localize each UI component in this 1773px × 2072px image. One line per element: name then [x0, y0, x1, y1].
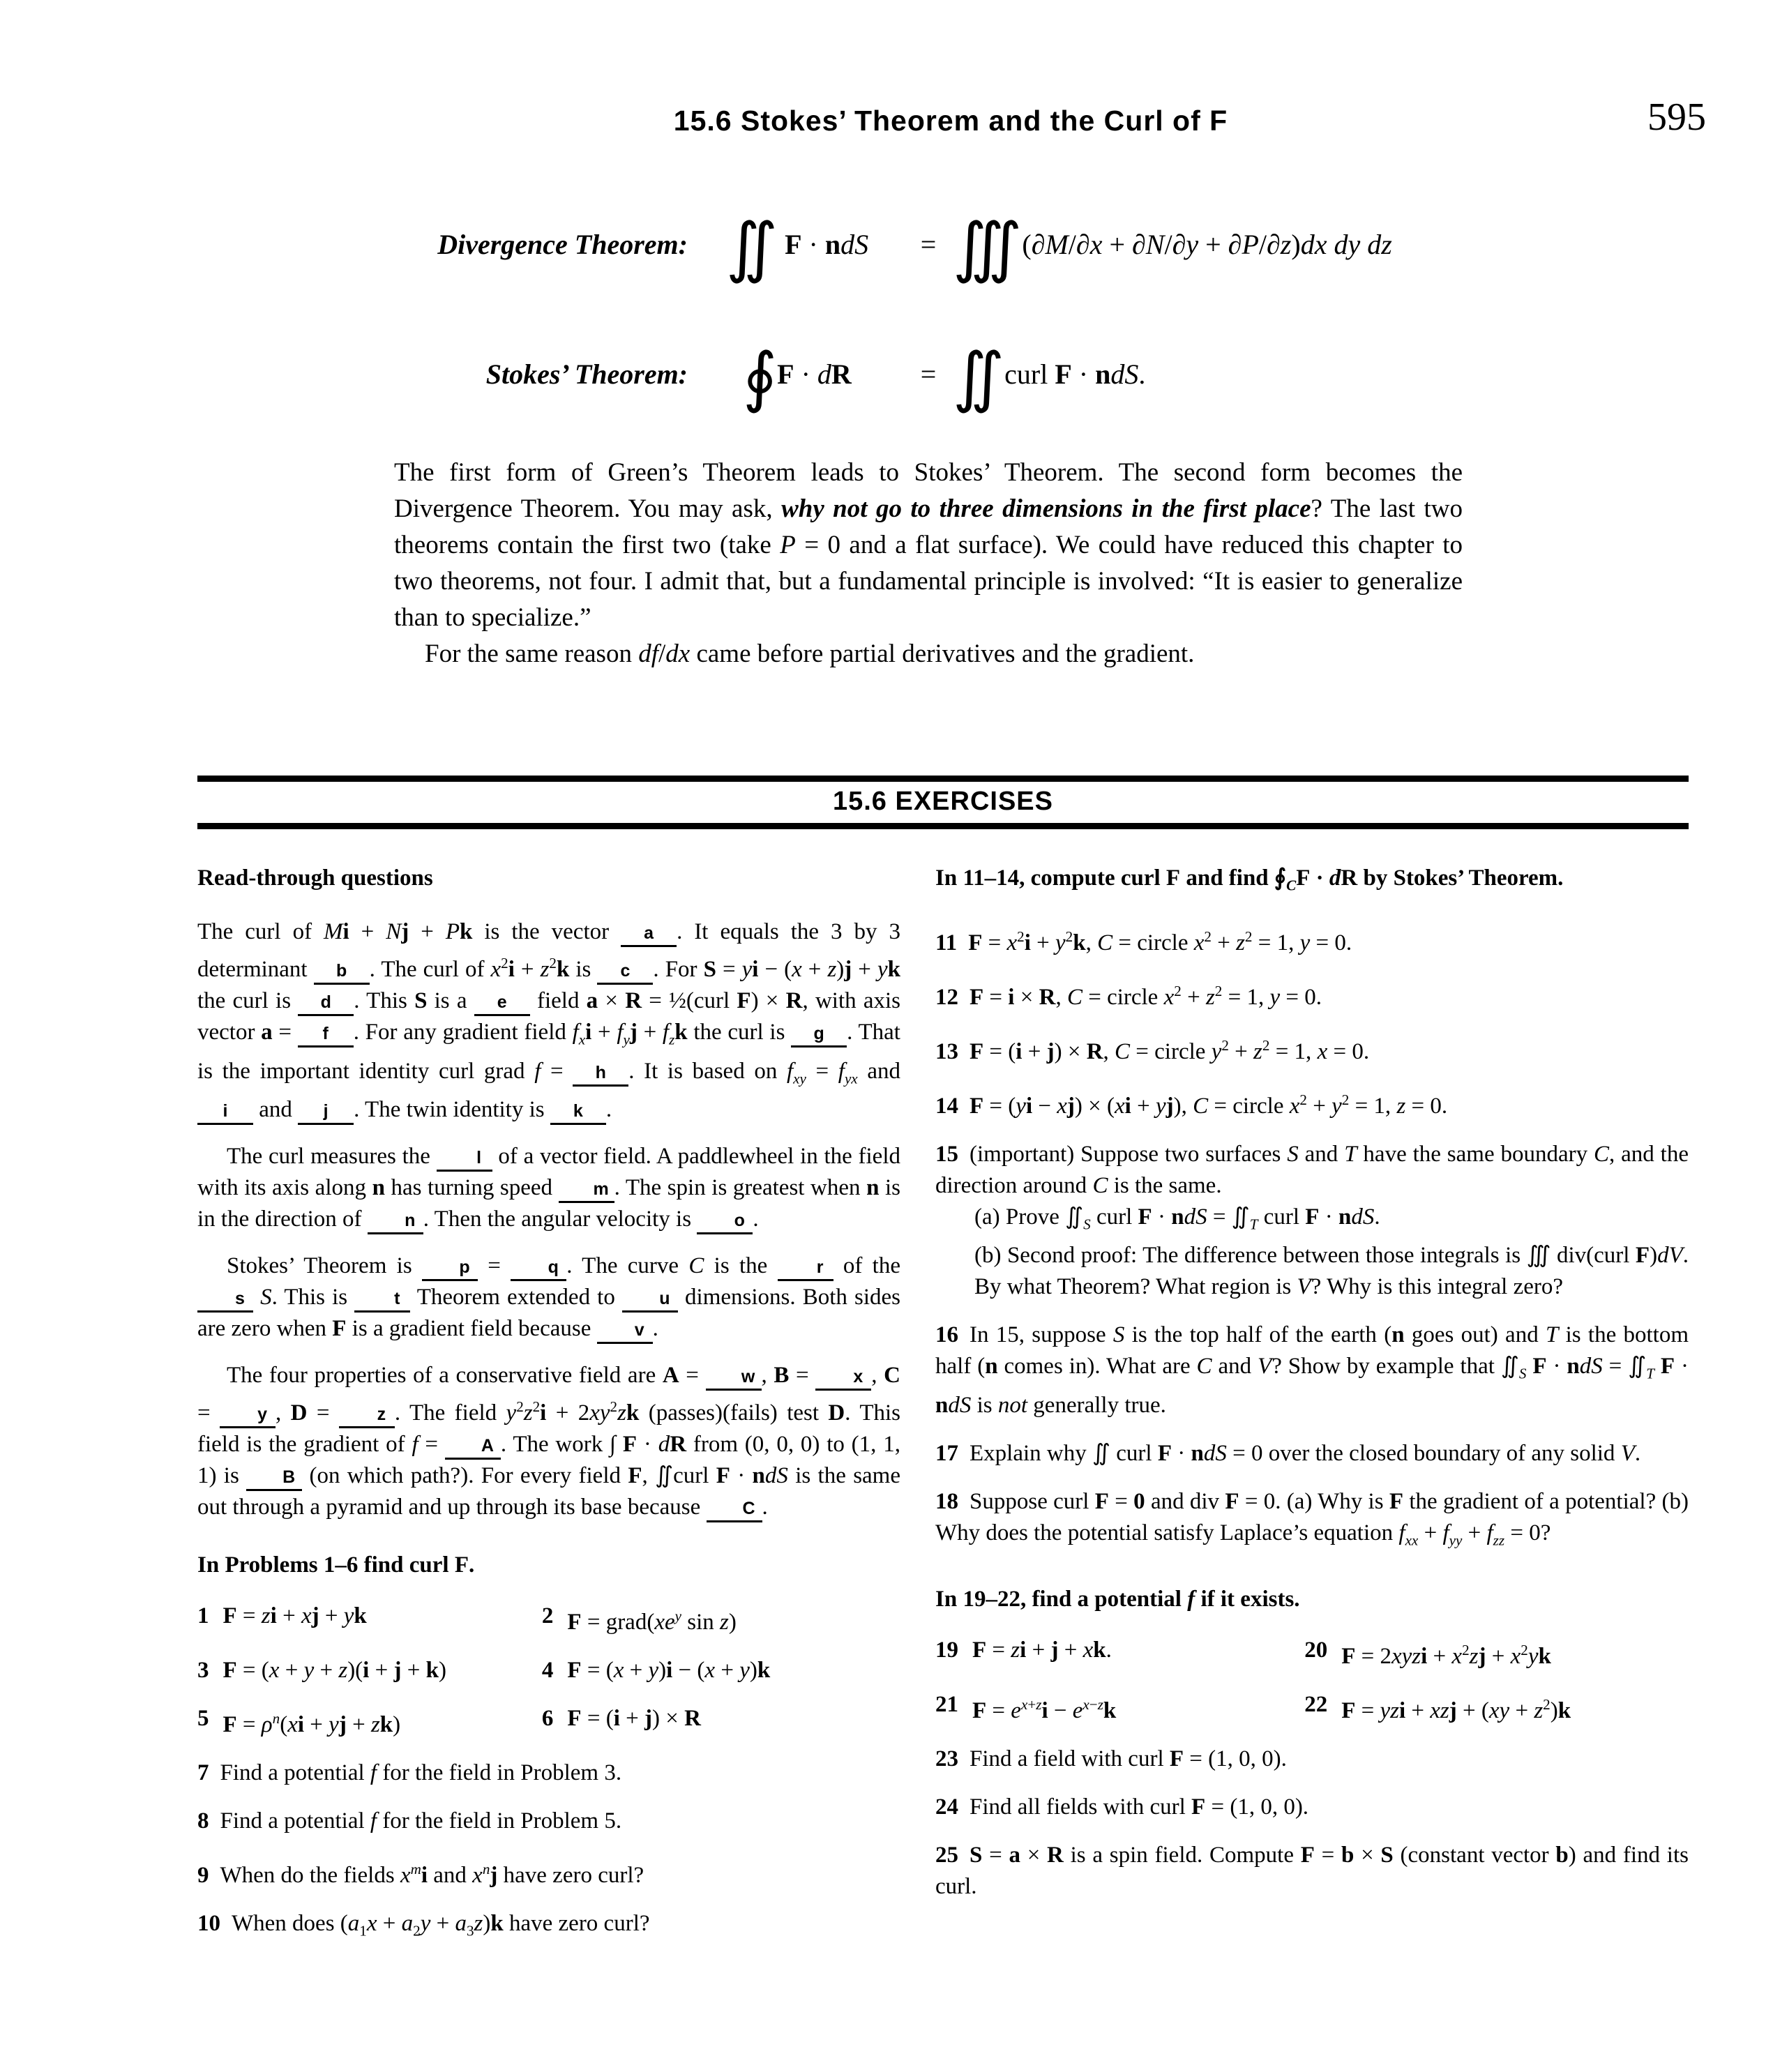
- problem-text: F = (yi − xj) × (xi + yj), C = circle $x^2 + y^2 = 1$, z = 0.: [970, 1091, 1448, 1119]
- exercises-header: [197, 776, 1689, 829]
- exercises-title: 15.6 EXERCISES: [832, 787, 1054, 816]
- problem-row: [935, 1689, 1689, 1727]
- problem-18: [935, 1486, 1689, 1557]
- problem-23: [935, 1744, 1689, 1775]
- stokes-theorem-equation: [230, 325, 1773, 423]
- problem-text: F = zi + j + xk.: [972, 1638, 1112, 1663]
- problem-number: 11: [935, 930, 958, 955]
- problems-19-22-grid: [935, 1635, 1689, 1727]
- read-through-heading: Read-through questions: [197, 865, 433, 891]
- problem-number: 21: [935, 1692, 958, 1718]
- problem-number: 15: [935, 1141, 958, 1167]
- problems-1-6-grid: [197, 1601, 900, 1741]
- intro-text: [394, 455, 1463, 672]
- problem-text: When do the fields $x^mi$ and $x^nj$ have zero curl?: [220, 1861, 644, 1889]
- equals-sign: =: [920, 228, 937, 260]
- problem-number: 14: [935, 1093, 958, 1119]
- problem-row: [935, 1635, 1689, 1672]
- problem-text: $F = grad(xe^y$ sin z): [567, 1608, 737, 1635]
- problems-11-14-heading: In 11–14, compute curl F and find $∮_CF$ · dR by Stokes’ Theorem.: [935, 865, 1564, 894]
- problem-number: 2: [541, 1603, 554, 1629]
- problem-text: Find a field with curl F = (1, 0, 0).: [970, 1746, 1287, 1772]
- bottom-rule: [197, 823, 1689, 829]
- problem-text: $F = e^{x+z}i - e^{x-z}k$: [972, 1696, 1117, 1724]
- section-header-title: 15.6 Stokes’ Theorem and the Curl of F: [673, 105, 1228, 137]
- problem-text: (important) Suppose two surfaces S and T have the same boundary C, and the direction around C is the same. (a) Prove $∬_S$ curl F · ndS = $∬_T$ curl F · ndS. (b) Second proof: The difference between those integrals is ∭ div(curl F)dV. By what Theorem? What region is V? Why is this integral zero?: [935, 1142, 1689, 1303]
- problem-15a: (a) Prove $∬_S$ curl F · ndS = $∬_T$ curl F · ndS.: [974, 1204, 1380, 1233]
- problem-number: 18: [935, 1488, 958, 1514]
- problem-number: 4: [541, 1658, 554, 1684]
- problem-text: F = (x + y)i − (x + y)k: [567, 1658, 771, 1684]
- problem-2: [542, 1601, 900, 1638]
- equation-lhs: ∮F · dR: [743, 341, 852, 414]
- problem-number: 17: [935, 1440, 958, 1466]
- triple-integral-sign: ∭: [953, 211, 1023, 285]
- problem-number: 23: [935, 1746, 958, 1772]
- problem-7: [197, 1757, 900, 1789]
- problem-number: 25: [935, 1843, 958, 1868]
- equation-rhs: ∭(∂M/∂x + ∂N/∂y + ∂P/∂z)dx dy dz: [953, 211, 1392, 285]
- double-integral-sign: ∬: [725, 211, 778, 285]
- problem-4: [542, 1655, 900, 1686]
- problem-text: F = yzi + xzj + $(xy + z^2)k$: [1341, 1696, 1571, 1724]
- problem-number: 9: [197, 1863, 209, 1889]
- page-number: 595: [1647, 96, 1706, 139]
- problem-text: F = (i + j) × R: [567, 1706, 701, 1732]
- problem-text: F = zi + xj + yk: [222, 1603, 367, 1629]
- problem-text: F = i × R, C = circle $x^2 + z^2 = 1$, y = 0.: [970, 982, 1322, 1010]
- equation-lhs: ∬ F · ndS: [725, 211, 869, 285]
- problem-number: 16: [935, 1322, 958, 1348]
- problem-text: Explain why ∬ curl F · ndS = 0 over the closed boundary of any solid V.: [970, 1440, 1641, 1466]
- page-header: [0, 0, 1773, 146]
- problem-text: $F = x^2i + y^2k$, C = circle $x^2 + z^2 = 1$, y = 0.: [968, 928, 1352, 955]
- problem-15b: (b) Second proof: The difference between those integrals is ∭ div(curl F)dV. By what Theorem? What region is V? Why is this integral zero?: [974, 1243, 1689, 1300]
- problem-25: [935, 1840, 1689, 1903]
- problem-22: [1304, 1689, 1689, 1727]
- read-through-paragraph-4: The four properties of a conservative field are A = w , B = x , C = y , D = z . The field $y^2z^2i + 2xy^2zk$ (passes)(fails) test D. This field is the gradient of f = A . The work ∫ F · dR from (0, 0, 0) to (1, 1, 1) is B (on which path?). For every field F, ∬curl F · ndS is the same out through a pyramid and up through its base because C .: [197, 1360, 900, 1523]
- problem-number: 6: [541, 1706, 554, 1732]
- problem-11: [935, 921, 1689, 959]
- problem-text: In 15, suppose S is the top half of the earth (n goes out) and T is the bottom half (n comes in). What are C and V? Show by example that $∬_S$ F · ndS = $∬_T$ F · ndS is not generally true.: [935, 1322, 1689, 1418]
- problem-6: [542, 1703, 900, 1741]
- problem-number: 24: [935, 1794, 958, 1820]
- problem-14: [935, 1084, 1689, 1122]
- problem-number: 13: [935, 1038, 958, 1064]
- problem-9: [197, 1854, 900, 1891]
- problem-row: [197, 1601, 900, 1638]
- problem-text: When does $(a_1x + a_2y + a_3z)k$ have zero curl?: [232, 1911, 650, 1939]
- problem-12: [935, 976, 1689, 1013]
- problem-text: Find a potential f for the field in Problem 3.: [220, 1760, 622, 1786]
- read-through-paragraph-2: The curl measures the l of a vector field. A paddlewheel in the field with its axis along n has turning speed m . The spin is greatest when n is in the direction of n . Then the angular velocity is o .: [197, 1141, 900, 1235]
- equation-label: Divergence Theorem:: [437, 228, 688, 260]
- equals-sign: =: [920, 358, 937, 390]
- problem-number: 12: [935, 984, 958, 1010]
- equation-rhs: ∬curl F · ndS.: [953, 341, 1146, 414]
- problem-24: [935, 1792, 1689, 1823]
- problem-text: S = a × R is a spin field. Compute F = b × S (constant vector b) and find its curl.: [935, 1843, 1689, 1900]
- problem-number: 10: [197, 1911, 220, 1937]
- problem-row: [197, 1655, 900, 1686]
- problem-number: 20: [1304, 1638, 1328, 1663]
- read-through-paragraph-3: Stokes’ Theorem is p = q . The curve C is the r of the s S. This is t Theorem extended to u dimensions. Both sides are zero when F is a gradient field because v .: [197, 1250, 900, 1345]
- problem-number: 7: [197, 1760, 209, 1786]
- problem-20: [1304, 1635, 1689, 1672]
- problem-text: F = 2xyzi + $x^2zj + x^2yk$: [1341, 1642, 1551, 1670]
- problem-row: [197, 1703, 900, 1741]
- right-column: [935, 863, 1689, 1964]
- problem-text: F = (x + y + z)(i + j + k): [222, 1658, 446, 1684]
- problem-text: Find a potential f for the field in Problem 5.: [220, 1808, 622, 1834]
- problem-5: [197, 1703, 542, 1741]
- problem-3: [197, 1655, 542, 1686]
- problem-19: [935, 1635, 1304, 1672]
- problem-number: 3: [197, 1658, 209, 1684]
- problems-19-22-heading: In 19–22, find a potential f if it exists.: [935, 1587, 1300, 1612]
- problem-number: 8: [197, 1808, 209, 1834]
- problem-15: [935, 1139, 1689, 1303]
- problem-number: 19: [935, 1638, 958, 1663]
- problems-1-6-heading: In Problems 1–6 find curl F.: [197, 1552, 475, 1578]
- equation-label: Stokes’ Theorem:: [485, 358, 688, 390]
- read-through-paragraph-1: The curl of Mi + Nj + Pk is the vector a . It equals the 3 by 3 determinant b . The curl of $x^2i + z^2k$ is c . For S = yi − (x + z)j + yk the curl is d . This S is a e field a × R = ½(curl F) × R, with axis vector a = f . For any gradient field $f_xi + f_yj + f_zk$ the curl is g . That is the important identity curl grad f = h . It is based on $f_{xy} = f_{yx}$ and i and j . The twin identity is k .: [197, 916, 900, 1126]
- problem-text: Suppose curl F = 0 and div F = 0. (a) Why is F the gradient of a potential? (b) Why does the potential satisfy Laplace’s equation $f_{xx} + f_{yy} + f_{zz} = 0$?: [935, 1488, 1689, 1549]
- problem-13: [935, 1030, 1689, 1068]
- problem-number: 5: [197, 1706, 209, 1732]
- problem-21: [935, 1689, 1304, 1727]
- left-column: [197, 863, 900, 1964]
- intro-paragraph-1: The first form of Green’s Theorem leads to Stokes’ Theorem. The second form becomes the Divergence Theorem. You may ask, why not go to three dimensions in the first place? The last two theorems contain the first two (take P = 0 and a flat surface). We could have reduced this chapter to two theorems, not four. I admit that, but a fundamental principle is involved: “It is easier to generalize than to specialize.”: [394, 458, 1463, 632]
- double-integral-sign: ∬: [953, 341, 1005, 414]
- top-rule: [197, 776, 1689, 782]
- problem-17: [935, 1438, 1689, 1469]
- exercise-columns: [197, 863, 1689, 1964]
- problem-16: [935, 1319, 1689, 1421]
- problem-8: [197, 1806, 900, 1837]
- problem-1: [197, 1601, 542, 1638]
- problem-text: $F = \rho^n(xi$ + yj + zk): [222, 1710, 401, 1738]
- intro-paragraph-2: For the same reason df/dx came before partial derivatives and the gradient.: [425, 640, 1195, 668]
- divergence-theorem-equation: [230, 195, 1773, 293]
- problem-number: 1: [197, 1603, 209, 1629]
- problem-number: 22: [1304, 1692, 1328, 1718]
- problem-10: [197, 1908, 900, 1947]
- problem-text: Find all fields with curl F = (1, 0, 0).: [970, 1794, 1309, 1820]
- contour-integral-sign: ∮: [743, 341, 778, 414]
- problem-text: F = (i + j) × R, C = circle $y^2 + z^2 = 1$, x = 0.: [970, 1036, 1370, 1064]
- display-equations: [230, 195, 1773, 423]
